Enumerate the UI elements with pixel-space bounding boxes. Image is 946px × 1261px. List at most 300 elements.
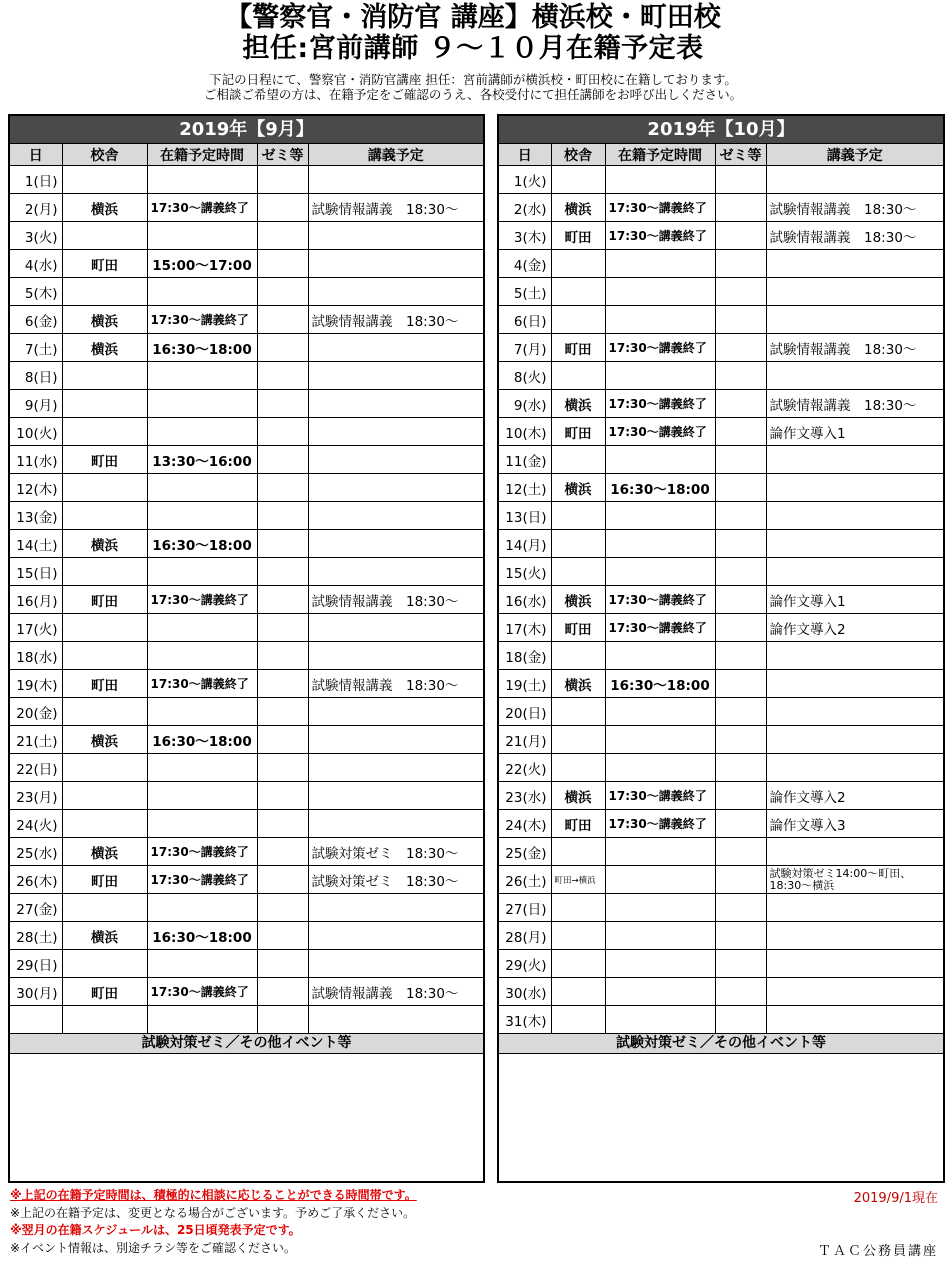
course-cell (308, 362, 483, 390)
time-cell (605, 838, 715, 866)
seminar-cell (257, 446, 308, 474)
seminar-cell (715, 166, 766, 194)
september-panel (8, 114, 485, 1183)
course-cell (766, 250, 943, 278)
time-cell: 17:30～講義終了 (605, 390, 715, 418)
seminar-cell (715, 726, 766, 754)
seminar-cell (715, 754, 766, 782)
time-cell (605, 166, 715, 194)
table-row (10, 782, 483, 810)
course-cell (766, 698, 943, 726)
campus-cell (551, 922, 605, 950)
seminar-cell (257, 362, 308, 390)
seminar-cell (715, 894, 766, 922)
seminar-cell (715, 1006, 766, 1034)
col-campus: 校舎 (62, 144, 147, 166)
time-cell (147, 362, 257, 390)
day-cell: 24(火) (10, 810, 62, 838)
campus-cell: 町田 (551, 334, 605, 362)
table-header-row (10, 144, 483, 166)
course-cell: 試験対策ゼミ14:00～町田、18:30～横浜 (766, 866, 943, 894)
seminar-cell (257, 698, 308, 726)
time-cell (605, 306, 715, 334)
time-cell: 16:30～18:00 (147, 726, 257, 754)
campus-cell (551, 502, 605, 530)
table-row (10, 810, 483, 838)
day-cell: 28(土) (10, 922, 62, 950)
course-cell (766, 726, 943, 754)
day-cell: 29(火) (499, 950, 551, 978)
campus-cell: 横浜 (551, 782, 605, 810)
campus-cell: 町田 (551, 810, 605, 838)
table-row (499, 950, 943, 978)
day-cell: 8(火) (499, 362, 551, 390)
campus-cell (62, 754, 147, 782)
day-cell: 2(月) (10, 194, 62, 222)
course-cell (308, 334, 483, 362)
seminar-cell (257, 670, 308, 698)
course-cell (308, 250, 483, 278)
table-row (10, 446, 483, 474)
seminar-cell (257, 922, 308, 950)
seminar-cell (257, 558, 308, 586)
course-cell (766, 978, 943, 1006)
time-cell (605, 1006, 715, 1034)
time-cell (147, 222, 257, 250)
time-cell: 16:30～18:00 (605, 474, 715, 502)
course-cell: 論作文導入1 (766, 418, 943, 446)
time-cell (605, 754, 715, 782)
campus-cell: 横浜 (62, 194, 147, 222)
september-heading: 2019年【9月】 (10, 116, 483, 144)
campus-cell (551, 754, 605, 782)
course-cell (766, 670, 943, 698)
september-table-body (10, 144, 483, 1034)
campus-cell: 町田 (62, 250, 147, 278)
course-cell (308, 418, 483, 446)
campus-cell (62, 166, 147, 194)
seminar-cell (257, 474, 308, 502)
campus-cell: 横浜 (62, 530, 147, 558)
seminar-cell (257, 278, 308, 306)
time-cell (147, 950, 257, 978)
seminar-cell (715, 418, 766, 446)
seminar-cell (257, 166, 308, 194)
col-course: 講義予定 (308, 144, 483, 166)
day-cell: 26(土) (499, 866, 551, 894)
course-cell: 試験対策ゼミ 18:30～ (308, 838, 483, 866)
campus-cell (62, 894, 147, 922)
october-events-heading: 試験対策ゼミ／その他イベント等 (499, 1034, 943, 1054)
time-cell: 13:30～16:00 (147, 446, 257, 474)
day-cell: 22(日) (10, 754, 62, 782)
campus-cell (62, 222, 147, 250)
time-cell: 16:30～18:00 (147, 530, 257, 558)
seminar-cell (257, 222, 308, 250)
time-cell (147, 614, 257, 642)
table-row (10, 306, 483, 334)
time-cell (605, 362, 715, 390)
seminar-cell (715, 838, 766, 866)
course-cell (308, 698, 483, 726)
campus-cell (62, 698, 147, 726)
course-cell (766, 502, 943, 530)
october-heading: 2019年【10月】 (499, 116, 943, 144)
table-row (10, 390, 483, 418)
campus-cell (551, 446, 605, 474)
course-cell (308, 1006, 483, 1034)
seminar-cell (715, 586, 766, 614)
table-row (10, 194, 483, 222)
course-cell (766, 558, 943, 586)
course-cell (308, 390, 483, 418)
time-cell (605, 726, 715, 754)
campus-cell: 町田 (551, 418, 605, 446)
table-row (10, 614, 483, 642)
day-cell: 14(月) (499, 530, 551, 558)
day-cell: 5(土) (499, 278, 551, 306)
day-cell: 24(木) (499, 810, 551, 838)
table-row (499, 810, 943, 838)
day-cell: 6(金) (10, 306, 62, 334)
table-row (10, 222, 483, 250)
day-cell (10, 1006, 62, 1034)
seminar-cell (257, 334, 308, 362)
table-row (499, 194, 943, 222)
course-cell (308, 558, 483, 586)
course-cell (766, 530, 943, 558)
course-cell (308, 642, 483, 670)
time-cell: 16:30～18:00 (147, 334, 257, 362)
time-cell (147, 642, 257, 670)
time-cell (605, 250, 715, 278)
intro-line-2: ご相談ご希望の方は、在籍予定をご確認のうえ、各校受付にて担任講師をお呼び出しください。 (203, 87, 743, 102)
course-cell: 試験情報講義 18:30～ (308, 306, 483, 334)
course-cell (766, 894, 943, 922)
campus-cell (551, 698, 605, 726)
day-cell: 30(水) (499, 978, 551, 1006)
course-cell (766, 950, 943, 978)
table-row (499, 642, 943, 670)
seminar-cell (257, 978, 308, 1006)
day-cell: 20(金) (10, 698, 62, 726)
course-cell (766, 306, 943, 334)
time-cell: 15:00～17:00 (147, 250, 257, 278)
day-cell: 18(水) (10, 642, 62, 670)
campus-cell (551, 306, 605, 334)
seminar-cell (715, 278, 766, 306)
table-row (10, 698, 483, 726)
seminar-cell (715, 222, 766, 250)
table-row (499, 726, 943, 754)
time-cell (605, 866, 715, 894)
campus-cell: 横浜 (551, 586, 605, 614)
table-row (499, 558, 943, 586)
seminar-cell (715, 978, 766, 1006)
day-cell: 14(土) (10, 530, 62, 558)
table-row (499, 222, 943, 250)
table-row (499, 334, 943, 362)
table-row (10, 894, 483, 922)
course-cell (766, 642, 943, 670)
note-availability: ※上記の在籍予定時間は、積極的に相談に応じることができる時間帯です。 (10, 1188, 417, 1202)
course-cell: 試験情報講義 18:30～ (308, 670, 483, 698)
day-cell: 9(月) (10, 390, 62, 418)
time-cell (605, 978, 715, 1006)
campus-cell: 町田 (62, 670, 147, 698)
course-cell: 試験情報講義 18:30～ (766, 390, 943, 418)
october-table (499, 144, 943, 1034)
seminar-cell (257, 306, 308, 334)
seminar-cell (715, 782, 766, 810)
table-row (499, 586, 943, 614)
day-cell: 13(日) (499, 502, 551, 530)
campus-cell: 町田 (62, 586, 147, 614)
campus-cell: 横浜 (551, 474, 605, 502)
table-row (10, 474, 483, 502)
day-cell: 21(土) (10, 726, 62, 754)
course-cell (766, 446, 943, 474)
course-cell: 試験情報講義 18:30～ (766, 194, 943, 222)
campus-cell (551, 978, 605, 1006)
day-cell: 16(水) (499, 586, 551, 614)
course-cell (308, 530, 483, 558)
day-cell: 29(日) (10, 950, 62, 978)
campus-cell (551, 950, 605, 978)
time-cell (605, 698, 715, 726)
campus-cell (62, 782, 147, 810)
time-cell: 17:30～講義終了 (605, 782, 715, 810)
time-cell (605, 642, 715, 670)
table-row (10, 670, 483, 698)
seminar-cell (257, 894, 308, 922)
time-cell (147, 894, 257, 922)
campus-cell: 横浜 (62, 726, 147, 754)
table-row (499, 922, 943, 950)
campus-cell (62, 558, 147, 586)
time-cell (605, 950, 715, 978)
course-cell (766, 362, 943, 390)
seminar-cell (715, 306, 766, 334)
campus-cell (62, 278, 147, 306)
time-cell (147, 166, 257, 194)
september-table (10, 144, 483, 1034)
note-events: ※イベント情報は、別途チラシ等をご確認ください。 (10, 1240, 297, 1255)
october-table-body (499, 144, 943, 1034)
page-subtitle: 担任:宮前講師 ９～１０月在籍予定表 (242, 33, 704, 64)
course-cell: 試験情報講義 18:30～ (308, 978, 483, 1006)
table-row (10, 558, 483, 586)
col-course: 講義予定 (766, 144, 943, 166)
day-cell: 1(火) (499, 166, 551, 194)
day-cell: 11(金) (499, 446, 551, 474)
time-cell (147, 390, 257, 418)
table-row (499, 362, 943, 390)
seminar-cell (715, 614, 766, 642)
course-cell (766, 838, 943, 866)
day-cell: 25(水) (10, 838, 62, 866)
campus-cell (62, 1006, 147, 1034)
campus-cell: 町田 (551, 222, 605, 250)
time-cell: 17:30～講義終了 (147, 670, 257, 698)
table-row (10, 530, 483, 558)
course-cell: 試験情報講義 18:30～ (766, 334, 943, 362)
time-cell (147, 698, 257, 726)
course-cell (308, 782, 483, 810)
seminar-cell (715, 810, 766, 838)
campus-cell: 横浜 (551, 194, 605, 222)
table-row (499, 306, 943, 334)
time-cell (147, 278, 257, 306)
time-cell (147, 502, 257, 530)
table-row (499, 502, 943, 530)
time-cell: 17:30～講義終了 (605, 810, 715, 838)
campus-cell (551, 278, 605, 306)
seminar-cell (715, 922, 766, 950)
campus-cell: 横浜 (62, 922, 147, 950)
day-cell: 27(金) (10, 894, 62, 922)
col-time: 在籍予定時間 (147, 144, 257, 166)
seminar-cell (715, 950, 766, 978)
seminar-cell (257, 390, 308, 418)
day-cell: 5(木) (10, 278, 62, 306)
seminar-cell (715, 642, 766, 670)
seminar-cell (715, 474, 766, 502)
seminar-cell (257, 614, 308, 642)
day-cell: 30(月) (10, 978, 62, 1006)
time-cell: 17:30～講義終了 (147, 978, 257, 1006)
day-cell: 16(月) (10, 586, 62, 614)
footer-notes (10, 1187, 417, 1257)
campus-cell (62, 474, 147, 502)
campus-cell (551, 838, 605, 866)
time-cell: 17:30～講義終了 (605, 418, 715, 446)
day-cell: 7(土) (10, 334, 62, 362)
table-row (499, 754, 943, 782)
campus-cell (551, 166, 605, 194)
table-row (499, 474, 943, 502)
table-row (10, 502, 483, 530)
time-cell: 16:30～18:00 (147, 922, 257, 950)
seminar-cell (715, 446, 766, 474)
time-cell: 17:30～講義終了 (605, 222, 715, 250)
time-cell (147, 1006, 257, 1034)
day-cell: 18(金) (499, 642, 551, 670)
course-cell: 試験情報講義 18:30～ (308, 586, 483, 614)
day-cell: 19(木) (10, 670, 62, 698)
time-cell (147, 418, 257, 446)
col-campus: 校舎 (551, 144, 605, 166)
seminar-cell (257, 1006, 308, 1034)
seminar-cell (257, 866, 308, 894)
table-row (499, 614, 943, 642)
day-cell: 6(日) (499, 306, 551, 334)
seminar-cell (257, 502, 308, 530)
time-cell (605, 446, 715, 474)
table-row (10, 726, 483, 754)
seminar-cell (715, 334, 766, 362)
seminar-cell (257, 726, 308, 754)
table-row (499, 530, 943, 558)
seminar-cell (257, 782, 308, 810)
seminar-cell (257, 250, 308, 278)
time-cell: 17:30～講義終了 (605, 334, 715, 362)
col-seminar: ゼミ等 (715, 144, 766, 166)
campus-cell (62, 614, 147, 642)
course-cell (766, 474, 943, 502)
table-header-row (499, 144, 943, 166)
col-day: 日 (499, 144, 551, 166)
course-cell (766, 166, 943, 194)
campus-cell: 町田 (551, 614, 605, 642)
day-cell: 17(木) (499, 614, 551, 642)
course-cell (308, 502, 483, 530)
intro-text (0, 72, 946, 102)
table-row (499, 446, 943, 474)
day-cell: 28(月) (499, 922, 551, 950)
day-cell: 12(木) (10, 474, 62, 502)
october-panel (497, 114, 945, 1183)
seminar-cell (715, 250, 766, 278)
campus-cell (551, 362, 605, 390)
campus-cell (551, 1006, 605, 1034)
day-cell: 19(土) (499, 670, 551, 698)
course-cell (308, 166, 483, 194)
seminar-cell (715, 390, 766, 418)
seminar-cell (257, 950, 308, 978)
day-cell: 27(日) (499, 894, 551, 922)
campus-cell: 町田 (62, 978, 147, 1006)
day-cell: 7(月) (499, 334, 551, 362)
course-cell (308, 922, 483, 950)
course-cell (766, 278, 943, 306)
campus-cell (62, 418, 147, 446)
col-day: 日 (10, 144, 62, 166)
seminar-cell (715, 194, 766, 222)
course-cell: 試験対策ゼミ 18:30～ (308, 866, 483, 894)
table-row (499, 278, 943, 306)
campus-cell (551, 726, 605, 754)
time-cell (147, 782, 257, 810)
day-cell: 3(火) (10, 222, 62, 250)
time-cell: 17:30～講義終了 (605, 586, 715, 614)
day-cell: 15(火) (499, 558, 551, 586)
col-seminar: ゼミ等 (257, 144, 308, 166)
table-row (10, 1006, 483, 1034)
table-row (10, 418, 483, 446)
campus-cell: 横浜 (551, 670, 605, 698)
course-cell (308, 754, 483, 782)
time-cell: 17:30～講義終了 (605, 194, 715, 222)
campus-cell (62, 950, 147, 978)
time-cell: 17:30～講義終了 (605, 614, 715, 642)
day-cell: 26(木) (10, 866, 62, 894)
table-row (10, 866, 483, 894)
day-cell: 21(月) (499, 726, 551, 754)
day-cell: 23(月) (10, 782, 62, 810)
campus-cell (62, 390, 147, 418)
course-cell: 論作文導入1 (766, 586, 943, 614)
course-cell: 試験情報講義 18:30～ (308, 194, 483, 222)
seminar-cell (257, 642, 308, 670)
as-of-date: 2019/9/1現在 (853, 1191, 938, 1206)
table-row (10, 586, 483, 614)
course-cell: 論作文導入3 (766, 810, 943, 838)
course-cell (308, 726, 483, 754)
note-changes: ※上記の在籍予定は、変更となる場合がございます。予めご了承ください。 (10, 1205, 416, 1220)
time-cell: 17:30～講義終了 (147, 866, 257, 894)
seminar-cell (715, 502, 766, 530)
